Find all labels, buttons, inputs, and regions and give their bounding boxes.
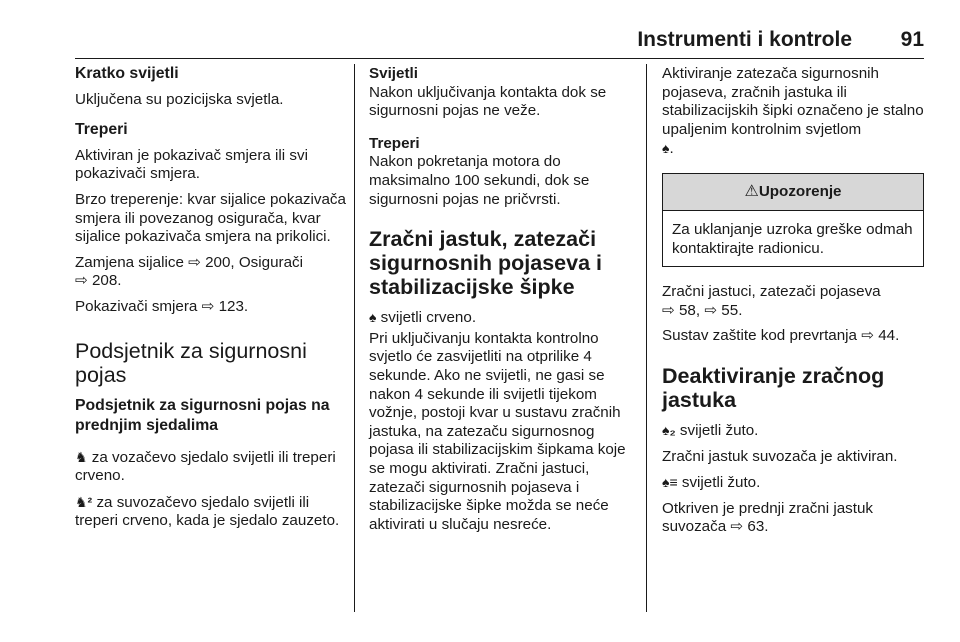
- heading-airbag-deactivation: Deaktiviranje zračnog jastuka: [662, 363, 885, 412]
- text-activation: Aktiviranje zatezača sigurnosnih pojaseva, zračnih jastuka ili stabilizacijskih šipki označeno je stalno upaljenim kontrolnim svjetlom ♠.: [662, 65, 924, 158]
- column-2: [369, 65, 633, 541]
- text-flashes-4: Pokazivači smjera ⇨ 123.: [75, 297, 249, 315]
- warning-header: [663, 174, 923, 211]
- text-airbag-activated: Zračni jastuk suvozača je aktiviran.: [662, 447, 898, 465]
- column-1: [75, 65, 347, 538]
- arrow-right-icon: ⇨: [704, 301, 718, 319]
- heading-seatbelt-reminder: Podsjetnik za sigurnosni pojas: [75, 338, 307, 387]
- text-flashes-belt: Nakon pokretanja motora do maksimalno 100 sekundi, dok se sigurnosni pojas ne pričvrsti.: [369, 153, 590, 208]
- text-ref-airbags: Zračni jastuci, zatezači pojaseva ⇨ 58, ⇨ 55.: [662, 283, 881, 319]
- warning-text: Za uklanjanje uzroka greške odmah kontaktirajte radionicu.: [672, 220, 913, 257]
- warning-title: Upozorenje: [758, 182, 842, 200]
- heading-seatbelt-front: Podsjetnik za sigurnosni pojas na prednjim sjedalima: [75, 396, 330, 434]
- text-airbag-off-yellow: ♠₂ svijetli žuto.: [662, 421, 759, 439]
- seatbelt-driver-icon: ♞: [75, 448, 88, 465]
- column-divider-1: [354, 64, 355, 612]
- airbag-icon: ♠: [662, 140, 670, 157]
- heading-flashes-2: Treperi: [369, 134, 420, 152]
- airbag-icon: ♠: [369, 309, 377, 326]
- warning-box: [662, 173, 924, 267]
- page-header: [75, 28, 924, 56]
- page-header-title: Instrumenti i kontrole: [637, 28, 852, 51]
- header-divider: [75, 58, 924, 59]
- text-ref-rollover: Sustav zaštite kod prevrtanja ⇨ 44.: [662, 327, 900, 345]
- text-driver-seat: ♞ za vozačevo sjedalo svijetli ili treperi crveno.: [75, 448, 336, 485]
- arrow-right-icon: ⇨: [730, 518, 744, 536]
- heading-short-lit: Kratko svijetli: [75, 65, 179, 82]
- seatbelt-passenger-icon: ♞²: [75, 493, 93, 510]
- airbag-on-icon: ♠≡: [662, 474, 678, 491]
- text-passenger-seat: ♞² za suvozačevo sjedalo svijetli ili treperi crveno, kada je sjedalo zauzeto.: [75, 493, 340, 530]
- heading-airbag-section: Zračni jastuk, zatezači sigurnosnih pojaseva i stabilizacijske šipke: [369, 227, 602, 300]
- column-divider-2: [646, 64, 647, 612]
- heading-flashes: Treperi: [75, 121, 128, 139]
- airbag-off-icon: ♠₂: [662, 421, 676, 438]
- heading-lit: Svijetli: [369, 65, 418, 82]
- arrow-right-icon: ⇨: [75, 272, 88, 290]
- text-short-lit: Uključena su pozicijska svjetla.: [75, 90, 284, 108]
- arrow-right-icon: ⇨: [662, 301, 675, 319]
- arrow-right-icon: ⇨: [188, 253, 201, 271]
- text-flashes-3: Zamjena sijalice ⇨ 200, Osigurači ⇨ 208.: [75, 253, 304, 290]
- arrow-right-icon: ⇨: [201, 297, 215, 315]
- text-airbag-red: ♠ svijetli crveno.: [369, 309, 477, 327]
- page-number: 91: [900, 28, 924, 51]
- warning-triangle-icon: ⚠: [744, 182, 759, 200]
- text-lit: Nakon uključivanja kontakta dok se sigurnosni pojas ne veže.: [369, 83, 607, 120]
- text-airbag-detected: Otkriven je prednji zračni jastuk suvozača ⇨ 63.: [662, 499, 874, 536]
- column-3: [662, 65, 924, 544]
- text-airbag-body: Pri uključivanju kontakta kontrolno svjetlo će zasvijetliti na otprilike 4 sekunde. Ako ne svijetli, ne gasi se nakon 4 sekunde ili svijetli tijekom vožnje, postoji kvar u sustavu zračnih jastuka, na zatezaču sigurnosnog pojasa ili stabilizacijskim šipkama koje se mogu aktivirati. Zračni jastuci, zatezači sigurnosnih pojaseva i stabilizacijske šipke možda se neće aktivirati u slučaju nesreće.: [369, 329, 626, 533]
- text-flashes-2: Brzo treperenje: kvar sijalice pokazivača smjera ili povezanog osigurača, kvar sijalice pokazivača smjera na prikolici.: [75, 190, 346, 246]
- arrow-right-icon: ⇨: [861, 327, 874, 345]
- text-airbag-on-yellow: ♠≡ svijetli žuto.: [662, 474, 761, 492]
- text-flashes-1: Aktiviran je pokazivač smjera ili svi pokazivači smjera.: [75, 146, 308, 183]
